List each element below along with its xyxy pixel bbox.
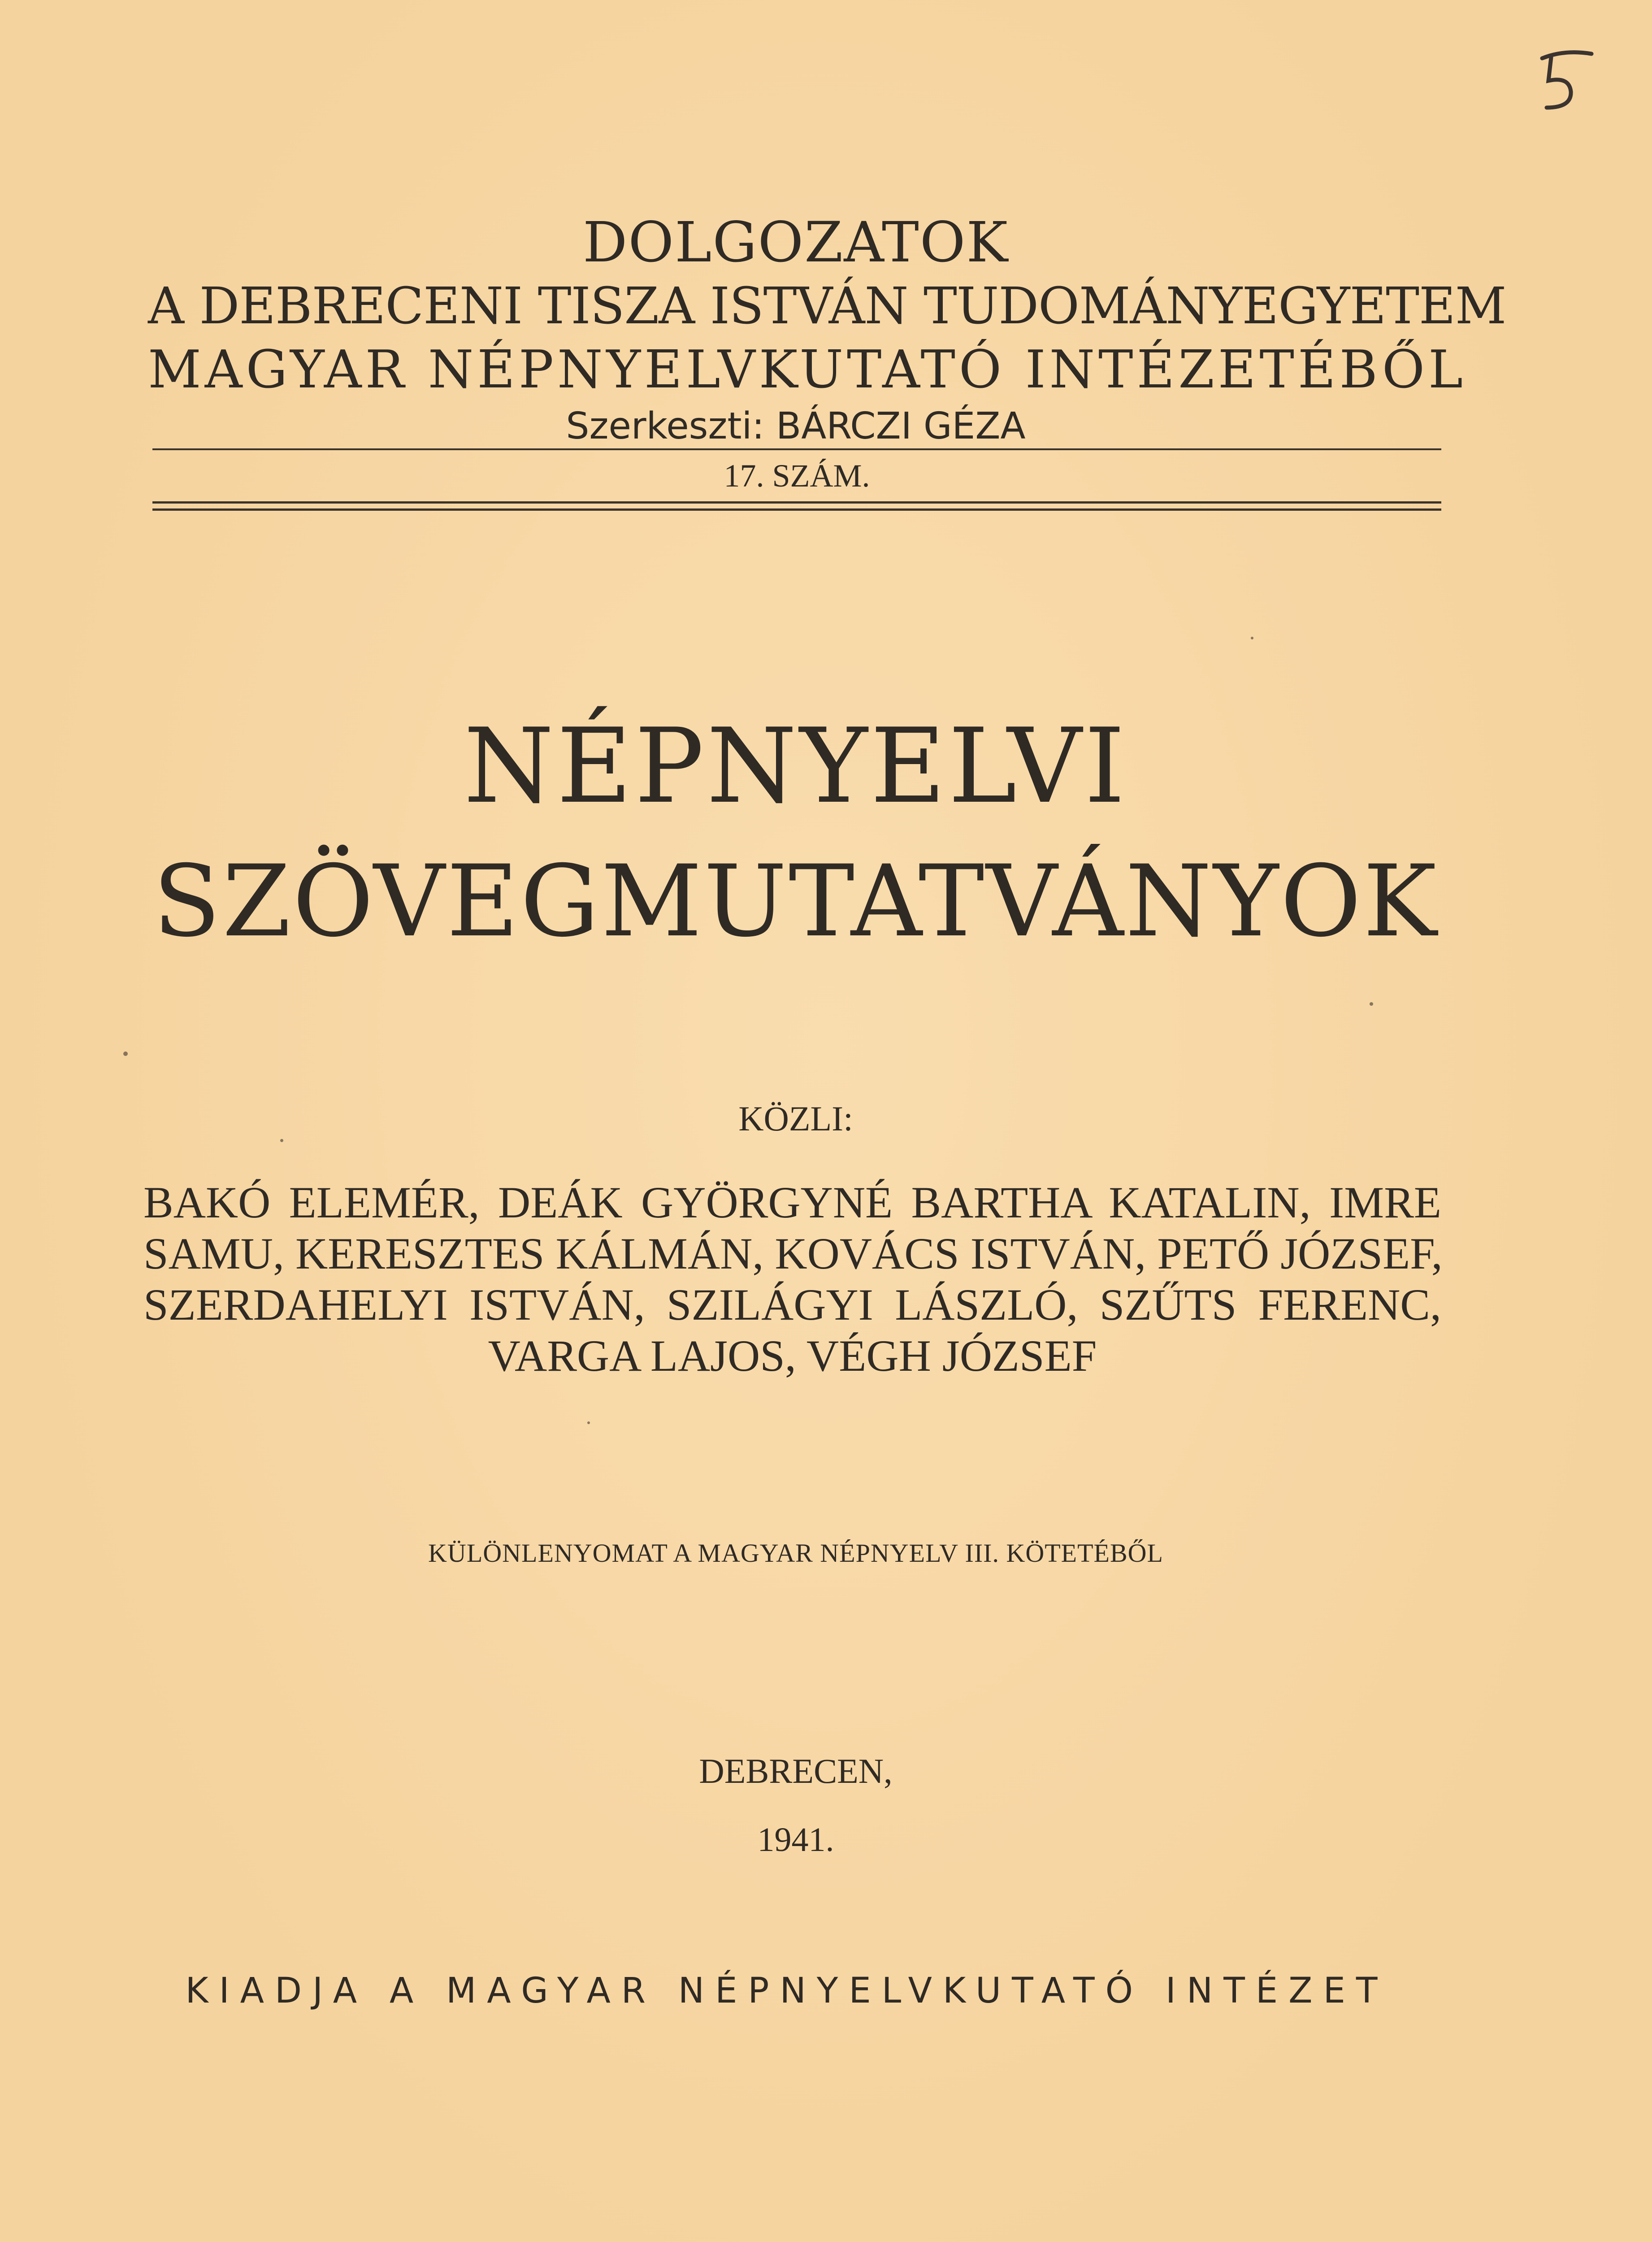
series-name: DOLGOZATOK: [582, 210, 1009, 275]
contributors-label: KÖZLI:: [738, 1099, 853, 1138]
contributors-line: BAKÓ ELEMÉR, DEÁK GYÖRGYNÉ BARTHA KATALIN, IMRE: [143, 1177, 1441, 1227]
contributors-line: VARGA LAJOS, VÉGH JÓZSEF: [488, 1331, 1097, 1381]
university-name: A DEBRECENI TISZA ISTVÁN TUDOMÁNYEGYETEM: [148, 277, 1506, 335]
imprint-place: DEBRECEN,: [699, 1751, 893, 1790]
imprint-year: 1941.: [757, 1821, 834, 1859]
main-title-line-1: NÉPNYELVI: [464, 707, 1128, 826]
issue-number: 17. SZÁM.: [724, 458, 870, 494]
series-header: [148, 210, 1506, 451]
offprint-note: KÜLÖNLENYOMAT A MAGYAR NÉPNYELV III. KÖTETÉBŐL: [428, 1538, 1163, 1568]
main-title-line-2: SZÖVEGMUTATVÁNYOK: [153, 844, 1439, 959]
editor-line: Szerkeszti: BÁRCZI GÉZA: [566, 405, 1026, 448]
contributors-line: SZERDAHELYI ISTVÁN, SZILÁGYI LÁSZLÓ, SZŰTS FERENC,: [143, 1280, 1441, 1330]
paper-speck: [587, 1421, 590, 1424]
publisher-line: KIADJA A MAGYAR NÉPNYELVKUTATÓ INTÉZET: [185, 1971, 1388, 2011]
main-title: [134, 700, 1457, 969]
paper-speck: [123, 1051, 128, 1056]
divider-rule-top: [152, 448, 1441, 450]
paper-speck: [1251, 637, 1253, 639]
institute-name: MAGYAR NÉPNYELVKUTATÓ INTÉZETÉBŐL: [148, 339, 1467, 400]
paper-speck: [1370, 1002, 1373, 1006]
contributors-list: [143, 1177, 1441, 1382]
divider-rule-bottom-1: [152, 501, 1441, 504]
contributors-line: SAMU, KERESZTES KÁLMÁN, KOVÁCS ISTVÁN, PETŐ JÓZSEF,: [143, 1229, 1443, 1278]
divider-rule-bottom-2: [152, 508, 1441, 511]
handwritten-page-number: [1533, 45, 1596, 112]
paper-speck: [280, 1139, 283, 1142]
